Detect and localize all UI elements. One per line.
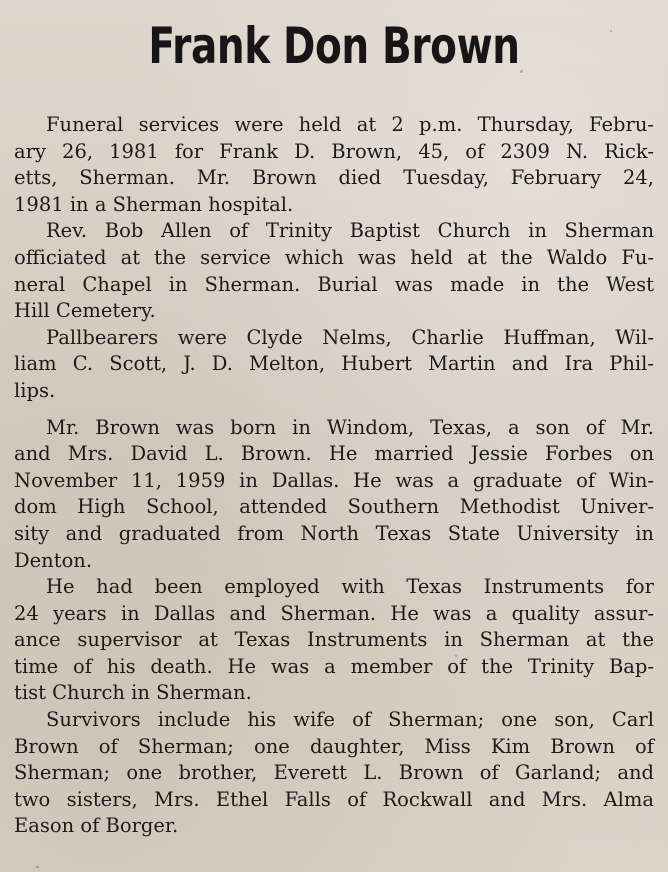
- text-line: Denton.: [14, 548, 93, 572]
- obituary-headline: Frank Don Brown: [148, 17, 520, 75]
- paragraph-biography: [14, 415, 654, 575]
- paragraph-officiant: [14, 218, 654, 324]
- text-line: Survivors include his wife of Sherman; one son, Carl: [46, 708, 654, 732]
- text-line: Brown of Sherman; one daughter, Miss Kim Brown of: [14, 734, 654, 758]
- text-line: neral Chapel in Sherman. Burial was made in the West: [14, 272, 654, 296]
- paragraph-services: [14, 112, 654, 218]
- text-line: Funeral services were held at 2 p.m. Thursday, Febru-: [46, 113, 654, 136]
- paper-speck: [36, 866, 39, 868]
- text-line: sity and graduated from North Texas State University in: [14, 521, 654, 545]
- text-line: Sherman; one brother, Everett L. Brown of Garland; and: [14, 761, 654, 785]
- text-line: November 11, 1959 in Dallas. He was a graduate of Win-: [14, 468, 654, 492]
- text-line: 24 years in Dallas and Sherman. He was a quality assur-: [14, 601, 654, 625]
- text-line: Pallbearers were Clyde Nelms, Charlie Huffman, Wil-: [46, 325, 654, 349]
- text-line: Mr. Brown was born in Windom, Texas, a son of Mr.: [46, 415, 654, 439]
- text-line: Rev. Bob Allen of Trinity Baptist Church in Sherman: [46, 219, 654, 243]
- paragraph-pallbearers: [14, 325, 654, 405]
- text-line: Hill Cemetery.: [14, 299, 156, 323]
- paper-speck: [610, 30, 612, 32]
- text-line: etts, Sherman. Mr. Brown died Tuesday, February 24,: [14, 166, 654, 190]
- text-line: dom High School, attended Southern Methodist Univer-: [14, 495, 654, 519]
- text-line: 1981 in a Sherman hospital.: [14, 192, 294, 216]
- paragraph-gap: [14, 405, 654, 415]
- text-line: two sisters, Mrs. Ethel Falls of Rockwall and Mrs. Alma: [14, 787, 654, 811]
- paragraph-employment: [14, 574, 654, 707]
- text-line: time of his death. He was a member of the Trinity Bap-: [14, 654, 654, 678]
- paper-speck: [520, 70, 523, 73]
- text-line: ance supervisor at Texas Instruments in Sherman at the: [14, 628, 654, 652]
- text-line: ary 26, 1981 for Frank D. Brown, 45, of 2309 N. Rick-: [14, 139, 654, 163]
- text-line: tist Church in Sherman.: [14, 681, 252, 705]
- text-line: He had been employed with Texas Instruments for: [46, 575, 654, 599]
- paragraph-survivors: [14, 707, 654, 840]
- paper-speck: [455, 655, 457, 657]
- text-line: and Mrs. David L. Brown. He married Jessie Forbes on: [14, 442, 654, 466]
- text-line: officiated at the service which was held at the Waldo Fu-: [14, 245, 654, 269]
- text-line: Eason of Borger.: [14, 814, 179, 838]
- text-line: lips.: [14, 378, 56, 402]
- text-line: liam C. Scott, J. D. Melton, Hubert Martin and Ira Phil-: [14, 352, 654, 376]
- obituary-body: [14, 112, 654, 840]
